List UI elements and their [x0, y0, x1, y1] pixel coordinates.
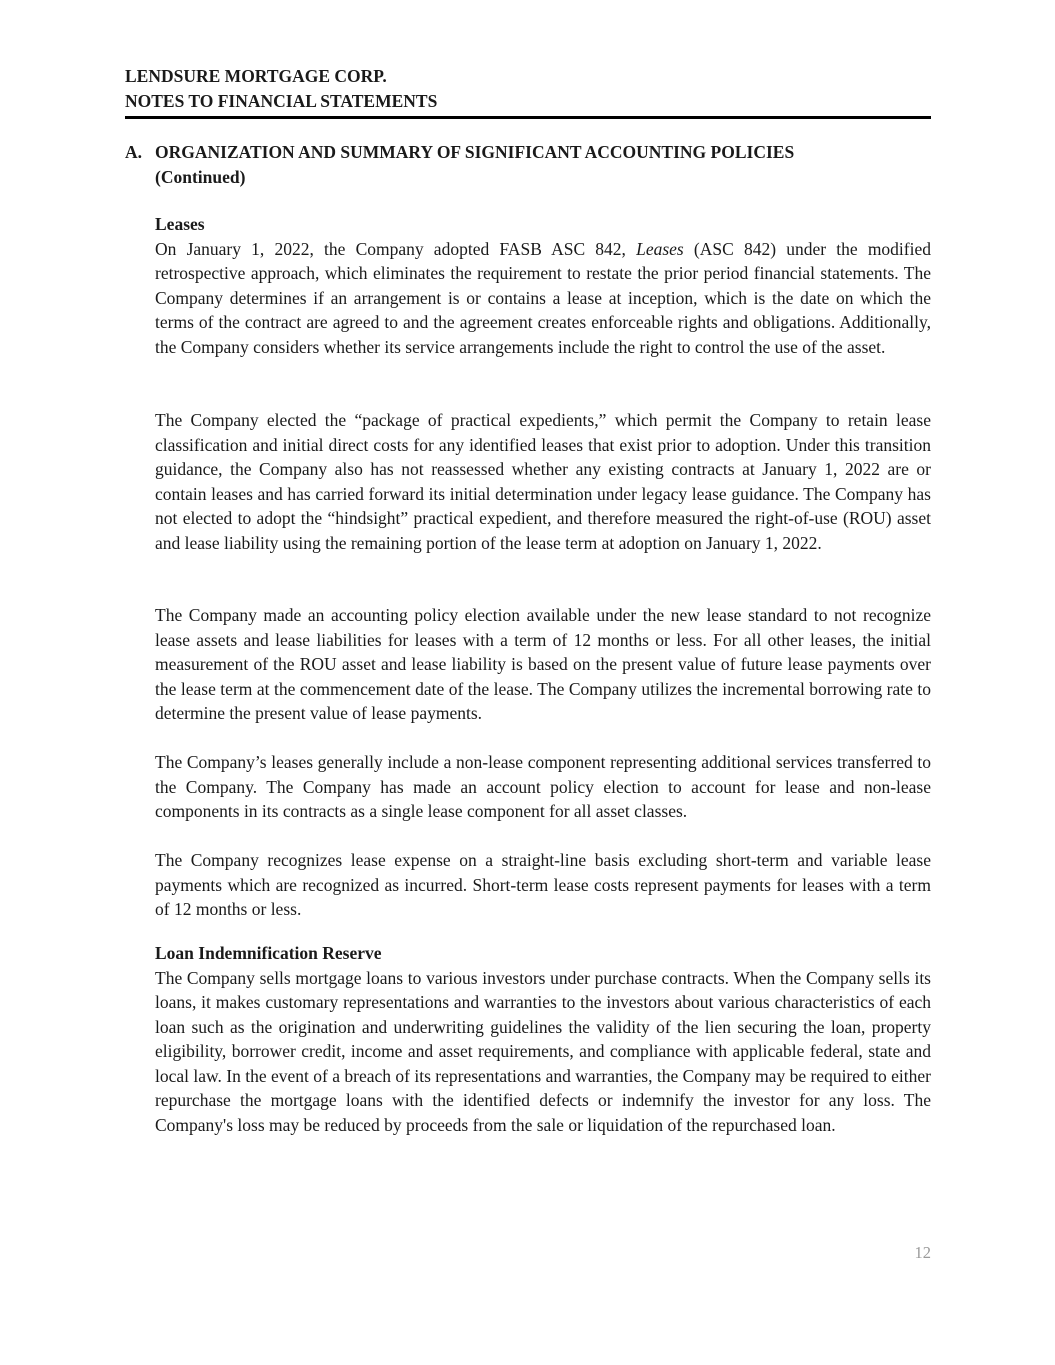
section-heading: [125, 140, 931, 190]
loan-indemnification-paragraph: The Company sells mortgage loans to various investors under purchase contracts. When the Company sells its loans, it makes customary representations and warranties to the investors about various characteristics of each loan such as the origination and underwriting guidelines the validity of the lien securing the loan, property eligibility, borrower credit, income and asset requirements, and compliance with applicable federal, state and local law. In the event of a breach of its representations and warranties, the Company may be required to either repurchase the mortgage loans with the identified defects or indemnify the investor for any loss. The Company's loss may be reduced by proceeds from the sale or liquidation of the repurchased loan.: [155, 967, 931, 1135]
leases-paragraph-2: The Company elected the “package of practical expedients,” which permit the Company to retain lease classification and initial direct costs for any identified leases that exist prior to adoption. Under this transition guidance, the Company also has not reassessed whether any existing contracts at January 1, 2022 are or contain leases and has carried forward its initial determination under legacy lease guidance. The Company has not elected to adopt the “hindsight” practical expedient, and therefore measured the right-of-use (ROU) asset and lease liability using the remaining portion of the lease term at adoption on January 1, 2022.: [155, 410, 931, 553]
leases-paragraph-5: The Company recognizes lease expense on a straight-line basis excluding short-term and variable lease payments which are recognized as incurred. Short-term lease costs represent payments for leases with a term of 12 months or less.: [155, 850, 931, 919]
section-title-line2: (Continued): [155, 167, 246, 187]
leases-paragraph-1-text-b: (ASC 842) under the modified retrospective approach, which eliminates the requirement to restate the prior period financial statements. The Company determines if an arrangement is or contains a lease at inception, which is the date on which the terms of the contract are agreed to and the agreement creates enforceable rights and obligations. Additionally, the Company considers whether its service arrangements include the right to control the use of the asset.: [155, 238, 931, 357]
leases-paragraph-4: The Company’s leases generally include a non-lease component representing additional services transferred to the Company. The Company has made an account policy election to account for lease and non-lease components in its contracts as a single lease component for all asset classes.: [155, 752, 931, 821]
page-number: 12: [914, 1243, 931, 1262]
section-letter: A.: [125, 142, 143, 162]
leases-paragraph-2-block: [155, 408, 931, 555]
loan-indemnification-heading: Loan Indemnification Reserve: [155, 943, 382, 963]
leases-paragraph-1: [155, 237, 931, 360]
leases-paragraph-1-text-a: On January 1, 2022, the Company adopted FASB ASC 842,: [155, 238, 637, 259]
section-title-line1: ORGANIZATION AND SUMMARY OF SIGNIFICANT ACCOUNTING POLICIES: [155, 142, 795, 162]
leases-paragraph-5-block: [155, 848, 931, 922]
document-header: [125, 64, 931, 114]
loan-indemnification-section: [155, 941, 931, 1137]
leases-paragraph-3: The Company made an accounting policy election available under the new lease standard to not recognize lease assets and lease liabilities for leases with a term of 12 months or less. For all other leases, the initial measurement of the ROU asset and lease liability is based on the present value of future lease payments over the lease term at the commencement date of the lease. The Company utilizes the incremental borrowing rate to determine the present value of lease payments.: [155, 605, 931, 723]
header-divider: [125, 116, 931, 119]
document-title: NOTES TO FINANCIAL STATEMENTS: [125, 91, 438, 111]
leases-italic-term: Leases: [636, 238, 684, 259]
leases-heading: Leases: [155, 214, 205, 234]
leases-paragraph-4-block: [155, 750, 931, 824]
leases-section: [155, 212, 931, 359]
leases-paragraph-3-block: [155, 603, 931, 726]
company-name: LENDSURE MORTGAGE CORP.: [125, 66, 387, 86]
